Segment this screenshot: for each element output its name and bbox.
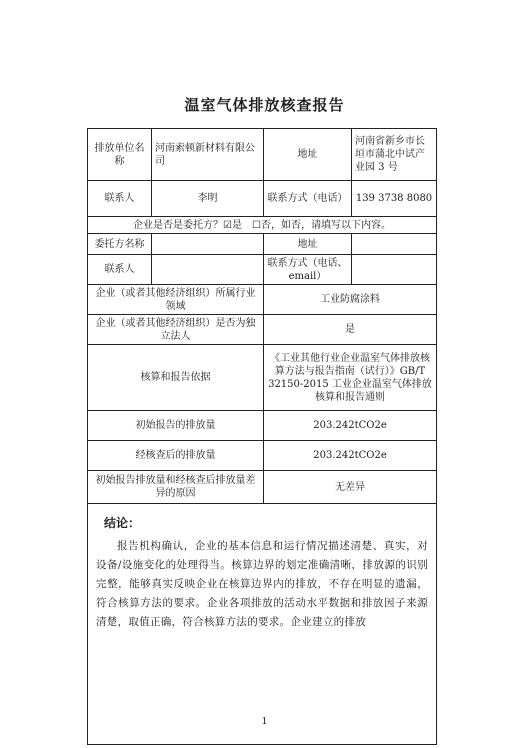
cell-contact-value (352, 255, 436, 284)
cell-industry: 工业防腐涂料 (320, 294, 380, 305)
cell-label: 排放单位名称 (88, 129, 152, 180)
cell-addr-value: 河南省新乡市长垣市蒲北中试产业园 3 号 (355, 136, 425, 173)
table-row (88, 411, 436, 441)
cell-delegate-contact (152, 255, 264, 284)
table-row (88, 471, 436, 504)
cell-difference-reason: 无差异 (335, 481, 365, 493)
table-row (88, 504, 436, 744)
cell-phone-label: 联系方式（电话） (264, 181, 352, 216)
cell-contact: 李明 (152, 181, 264, 216)
page-number: 1 (261, 717, 268, 727)
cell-phone-value: 139 3738 8080 (355, 193, 433, 204)
conclusion-section (88, 504, 436, 744)
table-row (88, 441, 436, 471)
table-row (88, 315, 436, 345)
table-row (88, 217, 436, 234)
cell-delegate-name (152, 234, 264, 254)
cell-addr-label: 地址 (264, 129, 352, 180)
cell-contact-label: 联系方式（电话、email） (264, 255, 352, 284)
table-row (88, 129, 436, 181)
conclusion-title: 结论： (104, 516, 141, 530)
info-table (87, 128, 437, 745)
report-title: 温室气体排放核查报告 (184, 96, 345, 114)
table-row (88, 285, 436, 315)
cell-addr-label: 地址 (264, 234, 352, 254)
cell-addr-value (352, 234, 436, 254)
conclusion-body: 报告机构确认，企业的基本信息和运行情况描述清楚、真实，对设备/设施变化的处理得当。核算边界的划定准确清晰，排放源的识别完整，能够真实反映企业在核算边界内的排放，不存在明显的遗漏，符合核算方法的要求。企业各项排放的活动水平数据和排放因子来源清楚，取值正确，符合核算方法的要求。企业建立的排放 (96, 540, 428, 628)
cell-verified-emission: 203.242tCO2e (313, 450, 387, 461)
cell-company: 河南索顿新材料有限公司 (152, 129, 264, 180)
cell-basis: 《工业其他行业企业温室气体排放核算方法与报告指南（试行）》GB/T 32150-2015 工业企业温室气体排放核算和报告通则 (268, 352, 432, 403)
table-row (88, 255, 436, 285)
cell-label: 初始报告排放量和经核查后排放量差异的原因 (88, 471, 264, 503)
cell-label: 核算和报告依据 (88, 345, 264, 410)
cell-legal-person: 是 (345, 324, 355, 335)
table-row (88, 234, 436, 255)
cell-label: 经核查后的排放量 (88, 441, 264, 470)
cell-label: 委托方名称 (88, 234, 152, 254)
cell-label: 企业（或者其他经济组织）所属行业领域 (88, 285, 264, 314)
table-row (88, 181, 436, 217)
cell-label: 初始报告的排放量 (88, 411, 264, 440)
cell-initial-emission: 203.242tCO2e (313, 420, 387, 431)
cell-label: 联系人 (88, 255, 152, 284)
cell-label: 企业（或者其他经济组织）是否为独立法人 (88, 315, 264, 344)
table-row (88, 345, 436, 411)
cell-delegate-question: 企业是否是委托方？☑是 ☐否，如否，请填写以下内容。 (133, 219, 391, 231)
cell-label: 联系人 (88, 181, 152, 216)
